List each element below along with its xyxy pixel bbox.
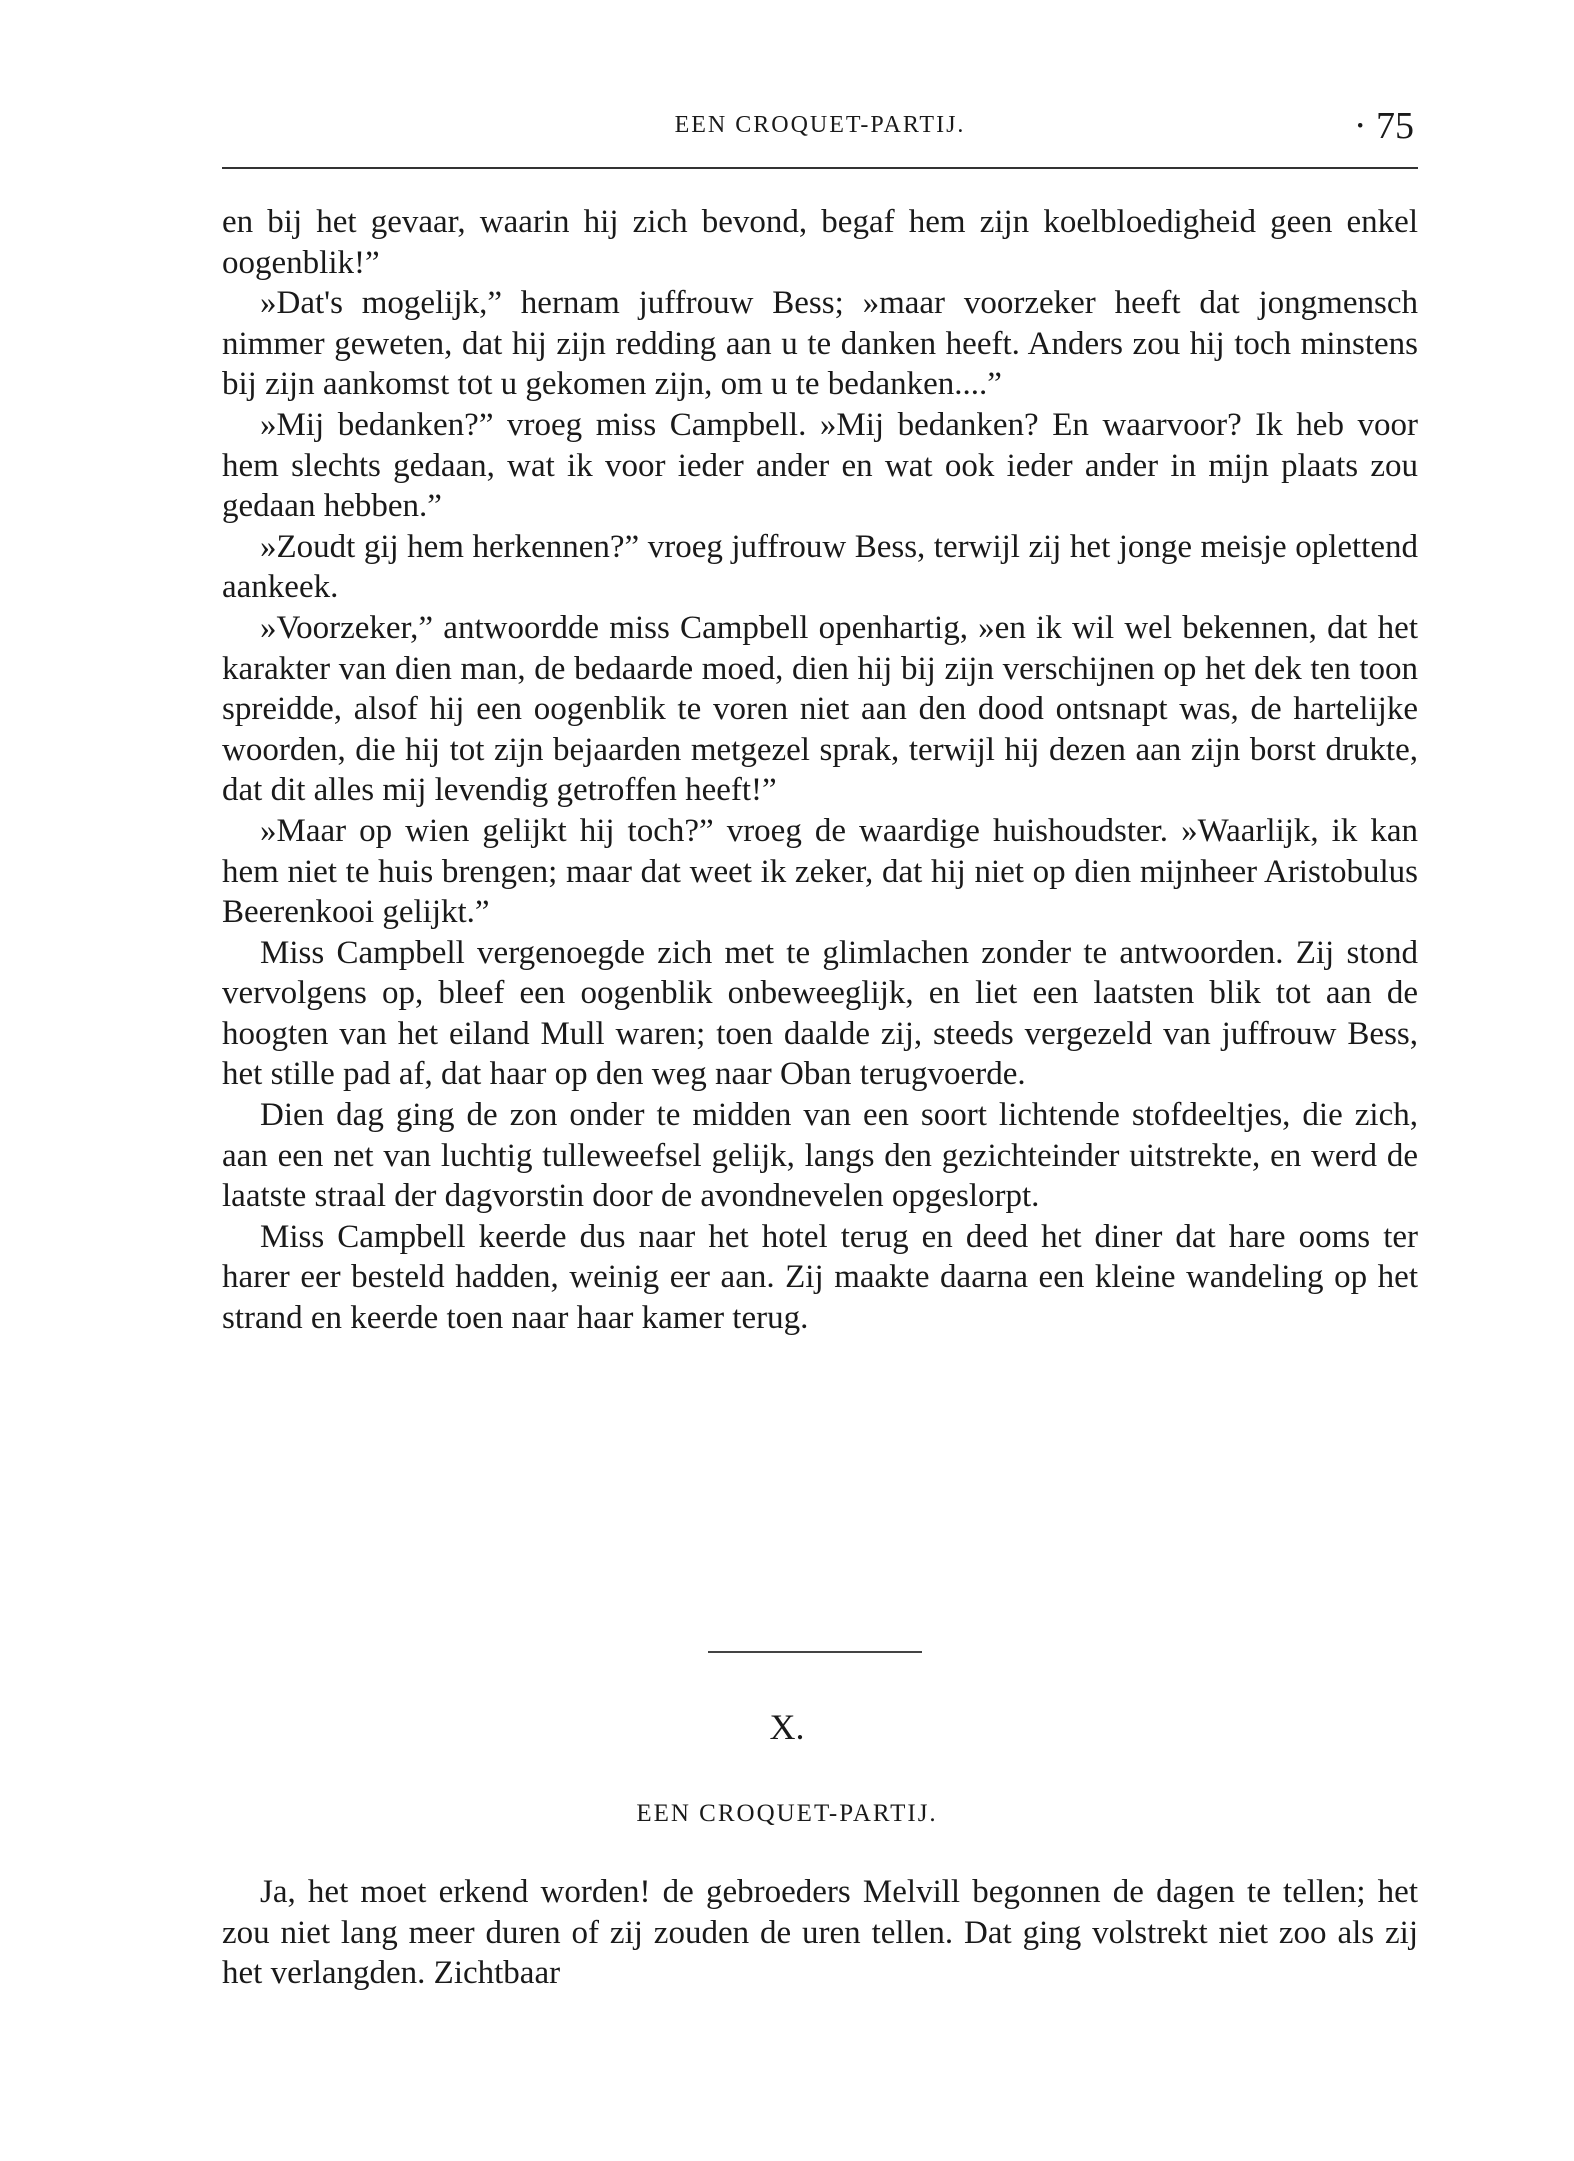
paragraph: »Voorzeker,” antwoordde miss Campbell openhartig, »en ik wil wel bekennen, dat het karakter van dien man, de bedaarde moed, dien hij bij zijn verschijnen op het dek ten toon spreidde, alsof hij een oogenblik te voren niet aan den dood ontsnapt was, de hartelijke woorden, die hij tot zijn bejaarden metgezel sprak, terwijl hij dezen aan zijn borst drukte, dat dit alles mij levendig getroffen heeft!”: [222, 609, 1418, 809]
page-number: · 75: [1353, 105, 1414, 147]
chapter-opening-paragraph: Ja, het moet erkend worden! de gebroeders Melvill begonnen de dagen te tellen; het zou niet lang meer duren of zij zouden de uren tellen. Dat ging volstrekt niet zoo als zij het verlangden. Zichtbaar: [222, 1874, 1418, 1992]
header-rule: [222, 167, 1418, 169]
section-divider: [708, 1651, 922, 1653]
paragraph: »Dat's mogelijk,” hernam juffrouw Bess; »maar voorzeker heeft dat jongmensch nimmer geweten, dat hij zijn redding aan u te danken heeft. Anders zou hij toch minstens bij zijn aankomst tot u gekomen zijn, om u te bedanken....”: [222, 285, 1418, 403]
paragraph: »Maar op wien gelijkt hij toch?” vroeg de waardige huishoudster. »Waarlijk, ik kan hem niet te huis brengen; maar dat weet ik zeker, dat hij niet op dien mijnheer Aristobulus Beerenkooi gelijkt.”: [222, 812, 1418, 931]
paragraph: Dien dag ging de zon onder te midden van een soort lichtende stofdeeltjes, die zich, aan een net van luchtig tulleweefsel gelijk, langs den gezichteinder uitstrekte, en werd de laatste straal der dagvorstin door de avondnevelen opgeslorpt.: [222, 1097, 1418, 1215]
chapter-number: X.: [769, 1707, 805, 1747]
running-head: [222, 104, 1418, 148]
paragraph: en bij het gevaar, waarin hij zich bevond, begaf hem zijn koelbloedigheid geen enkel oogenblik!”: [222, 204, 1418, 281]
paragraph: »Zoudt gij hem herkennen?” vroeg juffrouw Bess, terwijl zij het jonge meisje oplettend aankeek.: [222, 528, 1418, 606]
paragraph: »Mij bedanken?” vroeg miss Campbell. »Mij bedanken? En waarvoor? Ik heb voor hem slechts gedaan, wat ik voor ieder ander en wat ook ieder ander in mijn plaats zou gedaan hebben.”: [222, 406, 1418, 525]
paragraph: Miss Campbell keerde dus naar het hotel terug en deed het diner dat hare ooms ter harer eer besteld hadden, weinig eer aan. Zij maakte daarna een kleine wandeling op het strand en keerde toen naar haar kamer terug.: [222, 1218, 1418, 1337]
running-title: EEN CROQUET-PARTIJ.: [674, 112, 966, 138]
chapter-text: [222, 1872, 1418, 1994]
chapter-title: EEN CROQUET-PARTIJ.: [636, 1800, 938, 1827]
paragraph: Miss Campbell vergenoegde zich met te glimlachen zonder te antwoorden. Zij stond vervolgens op, bleef een oogenblik onbeweeglijk, en liet een laatsten blik tot aan de hoogten van het eiland Mull waren; toen daalde zij, steeds vergezeld van juffrouw Bess, het stille pad af, dat haar op den weg naar Oban terugvoerde.: [222, 934, 1418, 1093]
body-text: [222, 202, 1418, 1339]
